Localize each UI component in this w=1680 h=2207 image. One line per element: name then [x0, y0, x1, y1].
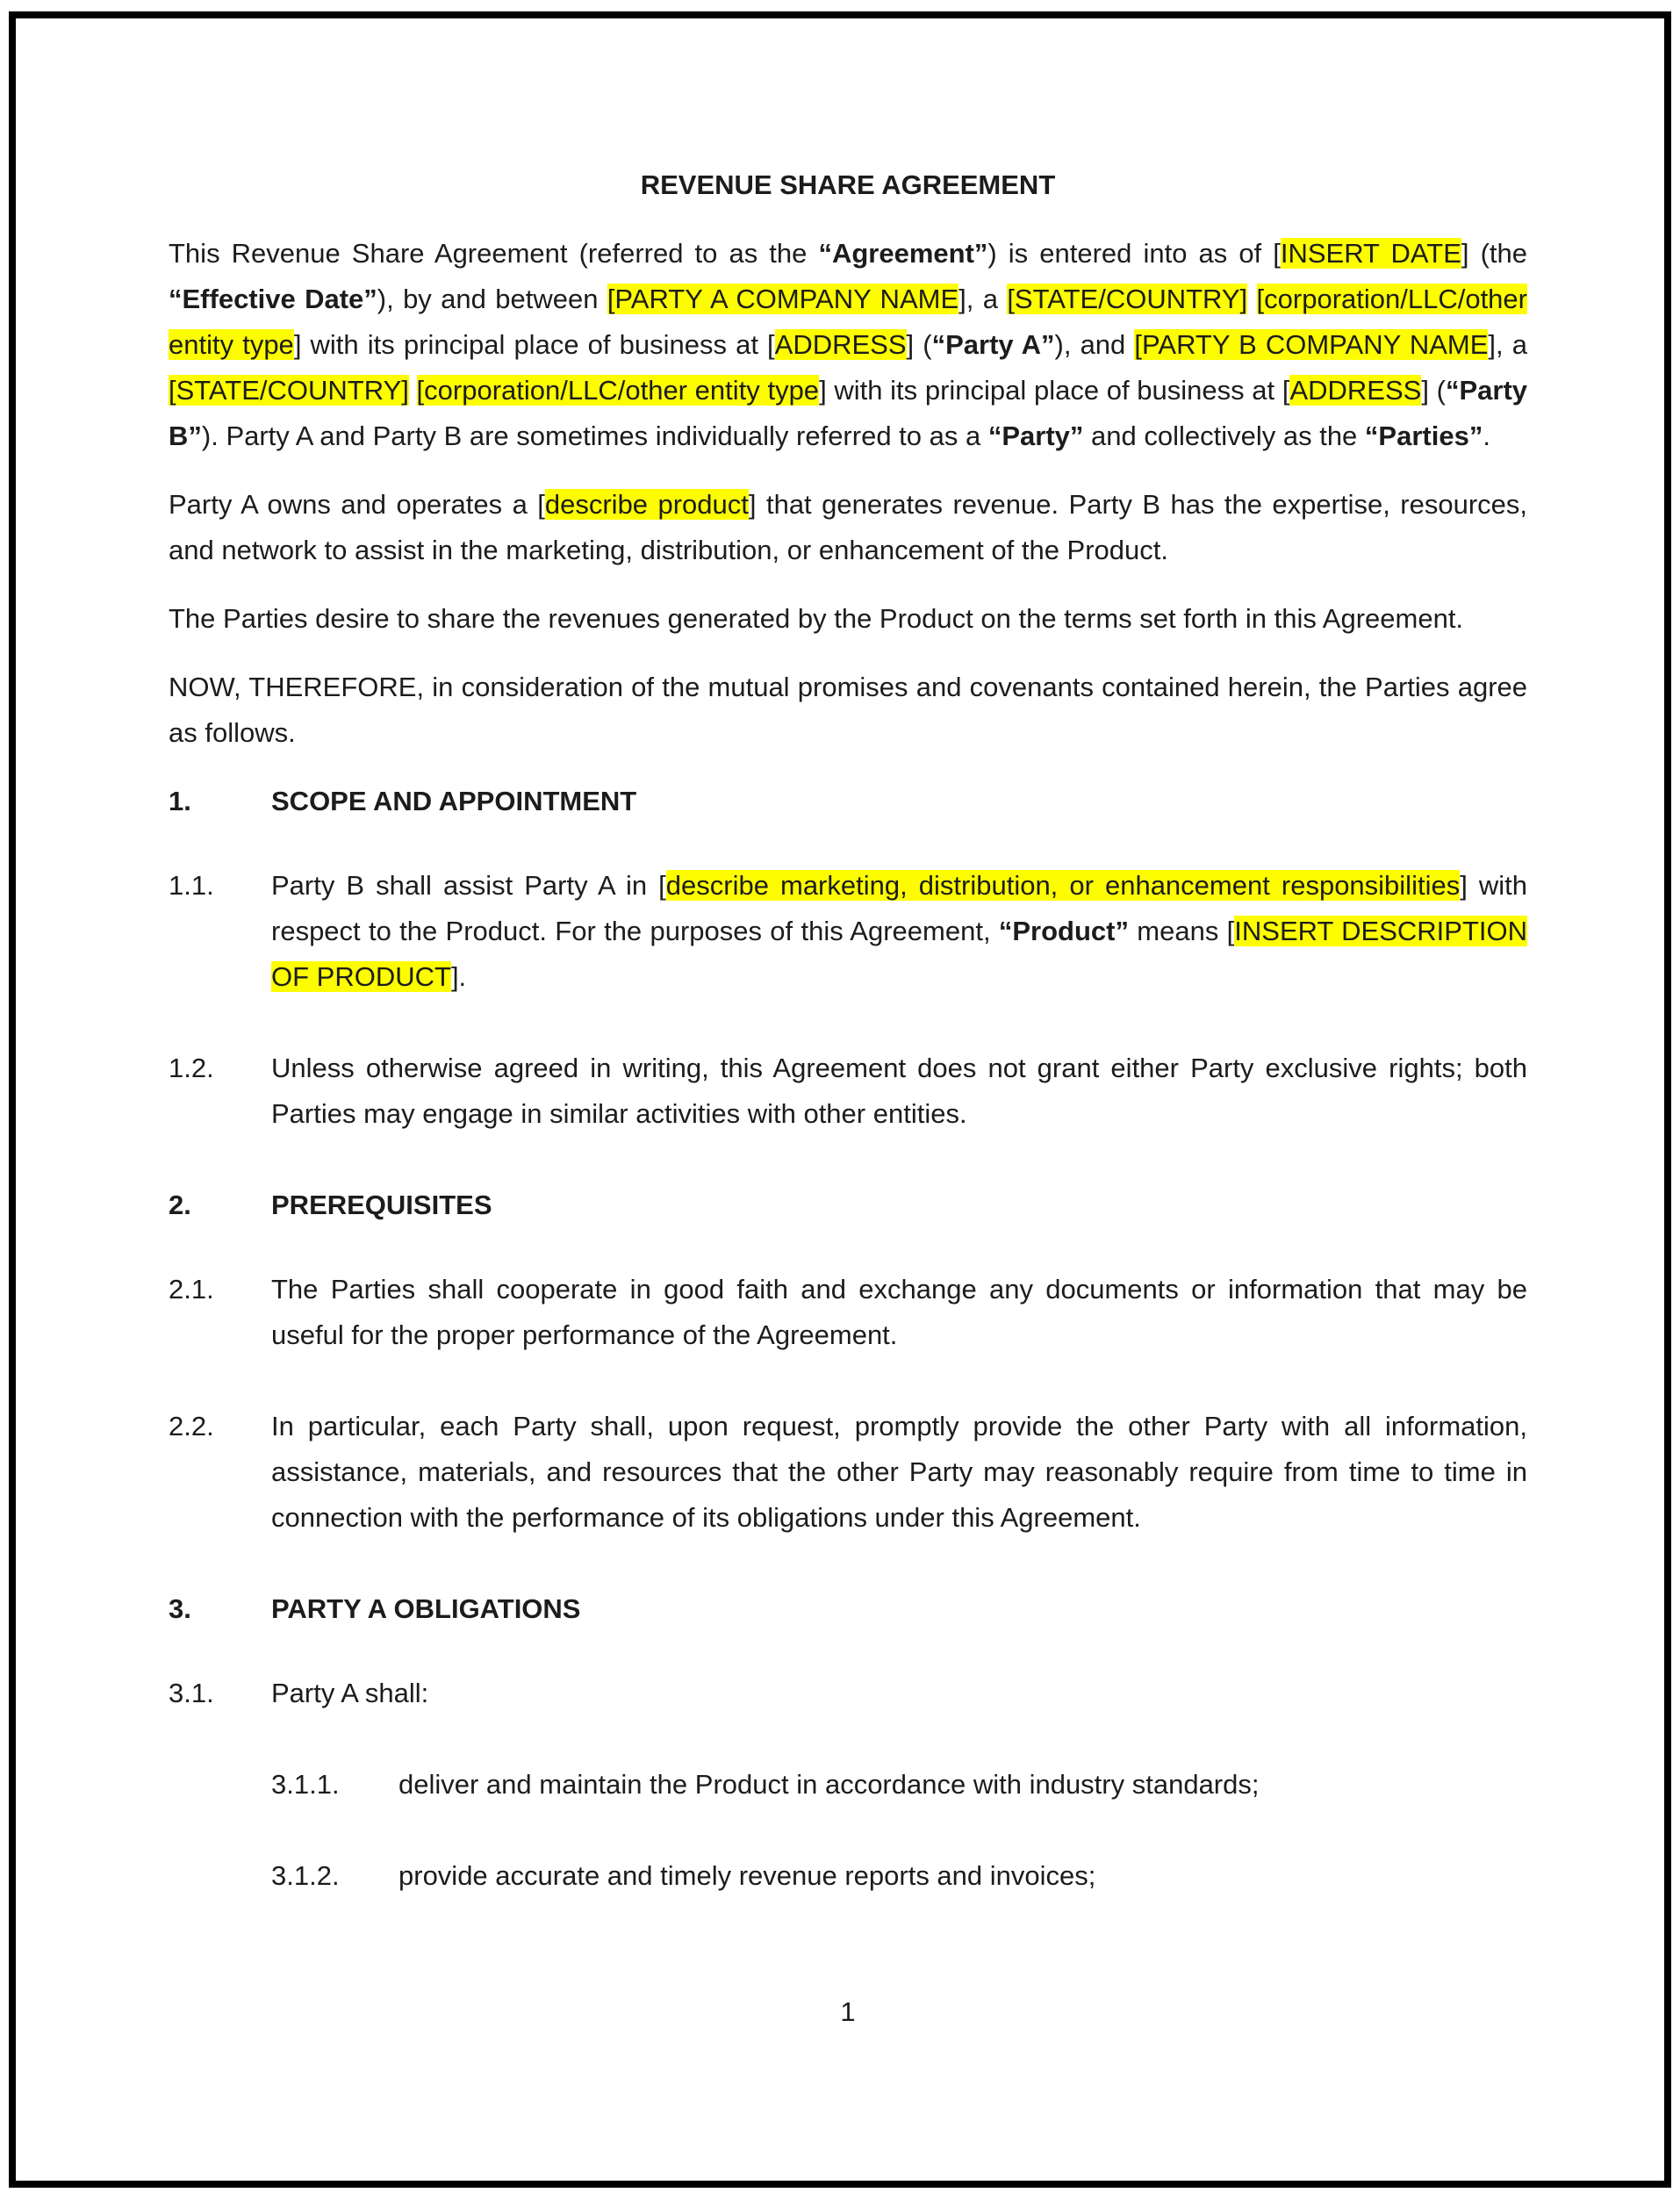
clause-3-1-number: 3.1. [169, 1678, 214, 1708]
document-title: REVENUE SHARE AGREEMENT [640, 169, 1056, 200]
subclause-3-1-1-number: 3.1.1. [271, 1769, 340, 1800]
subclause-3-1-1-text: deliver and maintain the Product in accordance with industry standards; [398, 1769, 1260, 1800]
section-1-number: 1. [169, 786, 191, 816]
clause-2-1-number: 2.1. [169, 1274, 214, 1305]
clause-2-2 [169, 1404, 1527, 1541]
clause-1-1 [169, 863, 1527, 1000]
subclause-3-1-1 [271, 1762, 1527, 1808]
clause-3-1 [169, 1671, 1527, 1716]
clause-2-2-text: In particular, each Party shall, upon request, promptly provide the other Party with all information, assistance, materials, and resources that the other Party may reasonably require from time to time in connection with the performance of its obligations under this Agreement. [271, 1411, 1527, 1533]
subclause-3-1-2-number: 3.1.2. [271, 1860, 340, 1891]
section-2-heading [169, 1183, 1527, 1228]
clause-1-2-text: Unless otherwise agreed in writing, this Agreement does not grant either Party exclusive rights; both Parties may engage in similar activities with other entities. [271, 1053, 1527, 1129]
clause-1-2 [169, 1046, 1527, 1137]
subclause-3-1-2-text: provide accurate and timely revenue reports and invoices; [398, 1860, 1096, 1891]
subclause-3-1-2 [271, 1853, 1527, 1899]
recital-desire-paragraph: The Parties desire to share the revenues generated by the Product on the terms set forth in this Agreement. [169, 603, 1464, 634]
clause-2-2-number: 2.2. [169, 1411, 214, 1441]
section-1-title: SCOPE AND APPOINTMENT [271, 786, 637, 816]
section-1-heading [169, 779, 1527, 824]
clause-2-1-text: The Parties shall cooperate in good faith and exchange any documents or information that may be useful for the proper performance of the Agreement. [271, 1274, 1527, 1350]
clause-1-2-number: 1.2. [169, 1053, 214, 1083]
recital-product-paragraph: Party A owns and operates a [describe product] that generates revenue. Party B has the expertise, resources, and network to assist in the marketing, distribution, or enhancement of the Product. [169, 489, 1527, 565]
section-3-number: 3. [169, 1593, 191, 1624]
page-number: 1 [840, 1996, 856, 2027]
clause-2-1 [169, 1267, 1527, 1358]
section-3-heading [169, 1586, 1527, 1632]
intro-paragraph: This Revenue Share Agreement (referred to as the “Agreement”) is entered into as of [INSERT DATE] (the “Effective Date”), by and between [PARTY A COMPANY NAME], a [STATE/COUNTRY] [corporation/LLC/other entity type] with its principal place of business at [ADDRESS] (“Party A”), and [PARTY B COMPANY NAME], a [STATE/COUNTRY] [corporation/LLC/other entity type] with its principal place of business at [ADDRESS] (“Party B”). Party A and Party B are sometimes individually referred to as a “Party” and collectively as the “Parties”. [169, 238, 1528, 451]
recital-now-therefore-paragraph: NOW, THEREFORE, in consideration of the mutual promises and covenants contained herein, the Parties agree as follows. [169, 672, 1527, 748]
clause-1-1-text: Party B shall assist Party A in [describe marketing, distribution, or enhancement responsibilities] with respect to the Product. For the purposes of this Agreement, “Product” means [INSERT DESCRIPTION OF PRODUCT]. [271, 870, 1527, 992]
clause-3-1-text: Party A shall: [271, 1678, 429, 1708]
section-2-number: 2. [169, 1190, 191, 1220]
section-2-title: PREREQUISITES [271, 1190, 492, 1220]
section-3-title: PARTY A OBLIGATIONS [271, 1593, 581, 1624]
clause-1-1-number: 1.1. [169, 870, 214, 901]
